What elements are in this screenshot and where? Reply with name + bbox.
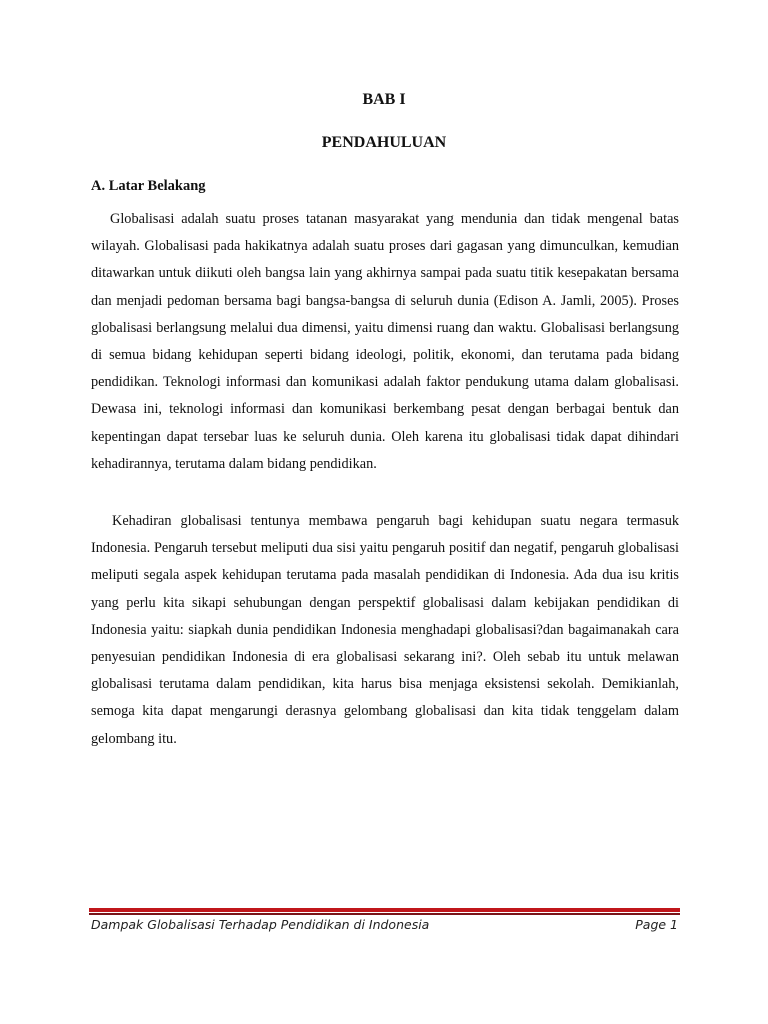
body-paragraph: Kehadiran globalisasi tentunya membawa pengaruh bagi kehidupan suatu negara termasuk Indonesia. Pengaruh tersebut meliputi dua sisi yaitu pengaruh positif dan negatif, pengaruh globalisasi meliputi segala aspek kehidupan terutama pada masalah pendidikan di Indonesia. Ada dua isu kritis yang perlu kita sikapi sehubungan dengan perspektif globalisasi dalam kebijakan pendidikan di Indonesia yaitu: siapkah dunia pendidikan Indonesia menghadapi globalisasi?dan bagaimanakah cara penyesuian pendidikan Indonesia di era globalisasi sekarang ini?. Oleh sebab itu untuk melawan globalisasi terutama dalam pendidikan, kita harus bisa menjaga eksistensi sekolah. Demikianlah, semoga kita dapat mengarungi derasnya gelombang globalisasi dan kita tidak tenggelam dalam gelombang itu. <box>91 513 679 747</box>
chapter-title: PENDAHULUAN <box>321 134 447 151</box>
page-number: Page 1 <box>635 917 678 932</box>
chapter-number: BAB I <box>362 91 406 108</box>
body-paragraph: Globalisasi adalah suatu proses tatanan masyarakat yang mendunia dan tidak mengenal batas wilayah. Globalisasi pada hakikatnya adalah suatu proses dari gagasan yang dimunculkan, kemudian ditawarkan untuk diikuti oleh bangsa lain yang akhirnya sampai pada suatu titik kesepakatan bersama dan menjadi pedoman bersama bagi bangsa-bangsa di seluruh dunia (Edison A. Jamli, 2005). Proses globalisasi berlangsung melalui dua dimensi, yaitu dimensi ruang dan waktu. Globalisasi berlangsung di semua bidang kehidupan seperti bidang ideologi, politik, ekonomi, dan terutama pada bidang pendidikan. Teknologi informasi dan komunikasi adalah faktor pendukung utama dalam globalisasi. Dewasa ini, teknologi informasi dan komunikasi berkembang pesat dengan berbagai bentuk dan kepentingan dapat tersebar luas ke seluruh dunia. Oleh karena itu globalisasi tidak dapat dihindari kehadirannya, terutama dalam bidang pendidikan. <box>91 211 679 472</box>
footer-document-title: Dampak Globalisasi Terhadap Pendidikan di Indonesia <box>91 917 430 932</box>
footer-rule <box>89 908 680 912</box>
footer-rule-thin <box>89 913 680 915</box>
section-heading: A. Latar Belakang <box>91 178 206 194</box>
